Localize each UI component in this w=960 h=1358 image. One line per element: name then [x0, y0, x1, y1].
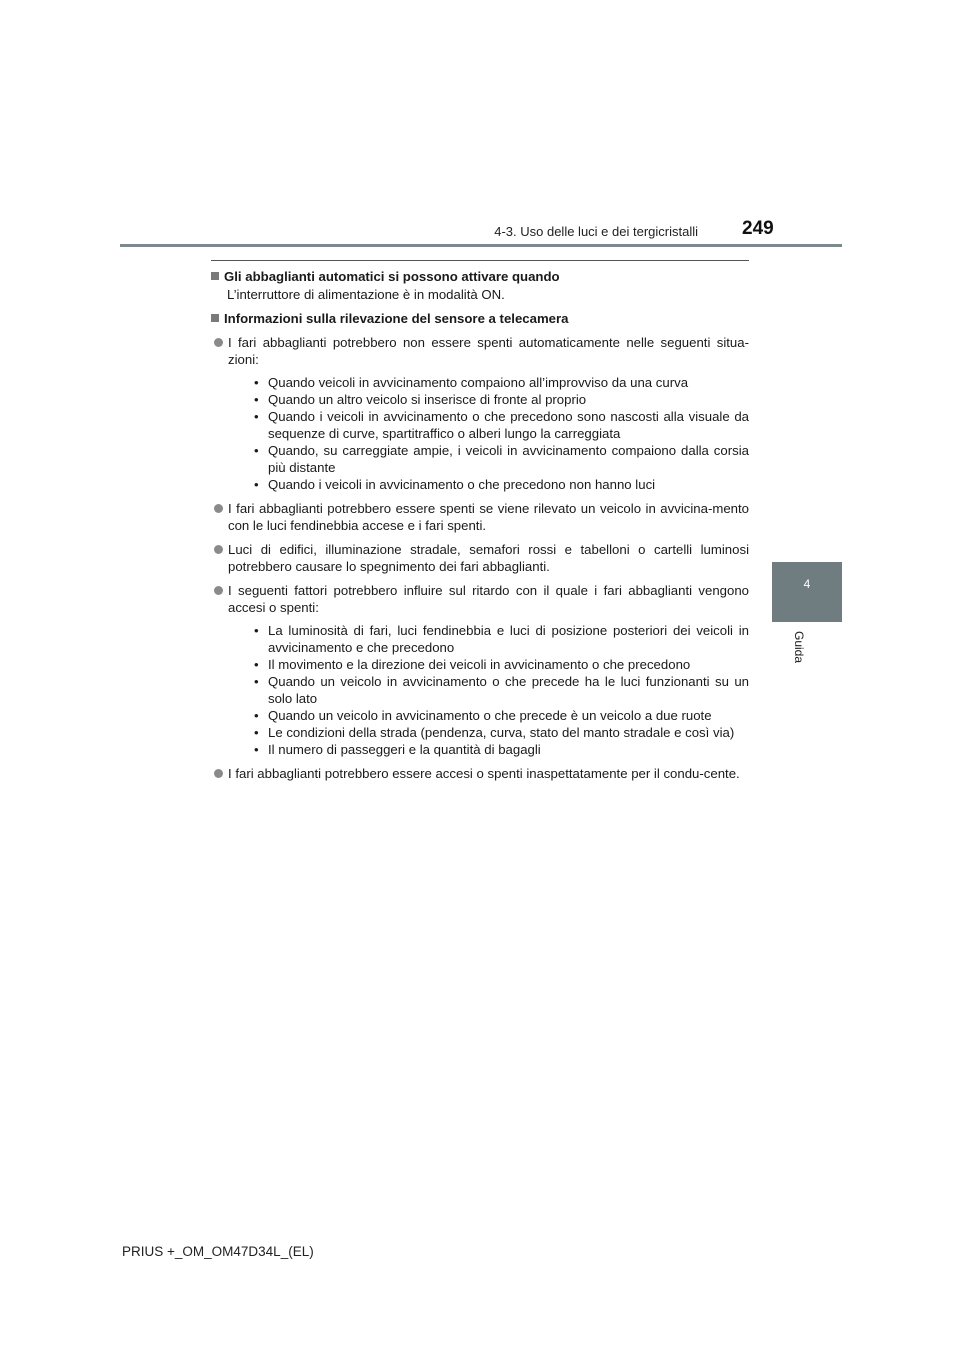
content-divider — [211, 260, 749, 261]
section-paragraph: L’interruttore di alimentazione è in modalità ON. — [227, 287, 505, 302]
list-item: • Il movimento e la direzione dei veicoli in avvicinamento o che precedono — [252, 656, 749, 673]
document-code: PRIUS +_OM_OM47D34L_(EL) — [122, 1244, 314, 1259]
circle-bullet-icon — [214, 769, 223, 778]
bullet-item — [211, 765, 749, 782]
bullet-text: I fari abbaglianti potrebbero essere spenti se viene rilevato un veicolo in avvicina-mento con le luci fendinebbia accese e i fari spenti. — [228, 501, 749, 533]
list-item: • Quando un altro veicolo si inserisce di fronte al proprio — [252, 391, 749, 408]
circle-bullet-icon — [214, 545, 223, 554]
bullet-text: I fari abbaglianti potrebbero essere accesi o spenti inaspettatamente per il condu-cente. — [228, 766, 740, 781]
chapter-tab-label: Guida — [792, 631, 806, 664]
list-item: • Le condizioni della strada (pendenza, curva, stato del manto stradale e così via) — [252, 724, 749, 741]
list-item: • Quando un veicolo in avvicinamento o che precede ha le luci funzionanti su un solo lato — [252, 673, 749, 707]
section-heading — [211, 268, 749, 285]
bullet-item — [211, 582, 749, 758]
chapter-tab-number: 4 — [803, 577, 811, 591]
header-divider — [120, 244, 842, 247]
list-item: • Quando veicoli in avvicinamento compaiono all’improvviso da una curva — [252, 374, 749, 391]
list-item: • Quando, su carreggiate ampie, i veicoli in avvicinamento compaiono dalla corsia più distante — [252, 442, 749, 476]
page-content — [211, 268, 749, 782]
square-bullet-icon — [211, 314, 219, 322]
section-heading-text: Gli abbaglianti automatici si possono attivare quando — [224, 269, 560, 284]
chapter-tab — [772, 562, 842, 622]
list-item: • Quando un veicolo in avvicinamento o che precede è un veicolo a due ruote — [252, 707, 749, 724]
bullet-text: I fari abbaglianti potrebbero non essere spenti automaticamente nelle seguenti situa-zioni: — [228, 335, 749, 367]
square-bullet-icon — [211, 272, 219, 280]
circle-bullet-icon — [214, 504, 223, 513]
section-title: 4-3. Uso delle luci e dei tergicristalli — [494, 224, 698, 239]
bullet-item — [211, 500, 749, 534]
list-item: • Il numero di passeggeri e la quantità di bagagli — [252, 741, 749, 758]
sub-list — [252, 374, 749, 493]
circle-bullet-icon — [214, 338, 223, 347]
section-heading-text: Informazioni sulla rilevazione del sensore a telecamera — [224, 311, 569, 326]
list-item: • La luminosità di fari, luci fendinebbia e luci di posizione posteriori dei veicoli in avvicinamento e che precedono — [252, 622, 749, 656]
section-heading — [211, 310, 749, 327]
page-number: 249 — [742, 218, 774, 239]
list-item: • Quando i veicoli in avvicinamento o che precedono sono nascosti alla visuale da sequenze di curve, spartitraffico o alberi lungo la carreggiata — [252, 408, 749, 442]
bullet-text: I seguenti fattori potrebbero influire sul ritardo con il quale i fari abbaglianti vengono accesi o spenti: — [228, 583, 749, 615]
bullet-item — [211, 541, 749, 575]
list-item: • Quando i veicoli in avvicinamento o che precedono non hanno luci — [252, 476, 749, 493]
circle-bullet-icon — [214, 586, 223, 595]
sub-list — [252, 622, 749, 758]
bullet-text: Luci di edifici, illuminazione stradale, semafori rossi e tabelloni o cartelli luminosi potrebbero causare lo spegnimento dei fari abbaglianti. — [228, 542, 749, 574]
bullet-item — [211, 334, 749, 493]
